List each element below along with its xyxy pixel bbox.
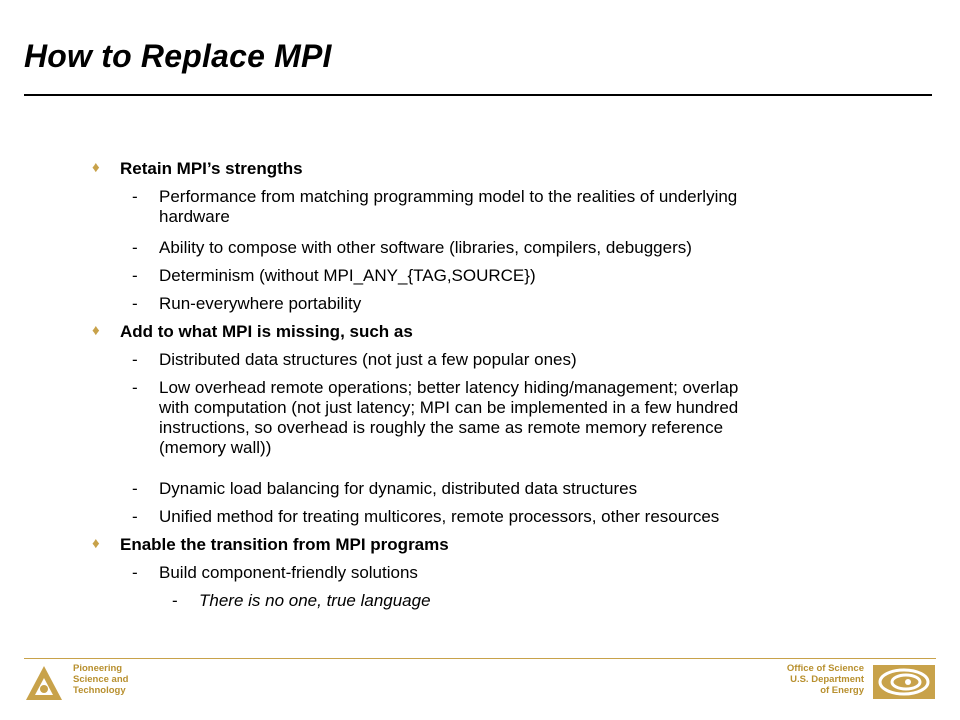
list-item-line: Determinism (without MPI_ANY_{TAG,SOURCE}) <box>159 266 536 285</box>
dash-icon: - <box>132 350 138 369</box>
list-item-line: Performance from matching programming model to the realities of underlying <box>159 187 738 206</box>
list-item-line: Run-everywhere portability <box>159 294 362 313</box>
dash-icon: - <box>132 187 138 206</box>
footer-line: U.S. Department <box>790 674 864 685</box>
list-item <box>132 266 872 286</box>
list-item <box>132 187 872 227</box>
section-heading-text: Enable the transition from MPI programs <box>120 535 449 554</box>
argonne-triangle-logo-icon <box>24 664 64 704</box>
bullet-icon: ♦ <box>92 535 100 552</box>
list-item <box>132 294 872 314</box>
title-divider <box>24 94 932 96</box>
list-item-line: with computation (not just latency; MPI can be implemented in a few hundred <box>159 398 739 417</box>
dash-icon: - <box>132 507 138 526</box>
section-heading-text: Retain MPI’s strengths <box>120 159 303 178</box>
page-title: How to Replace MPI <box>24 38 332 74</box>
footer-line: Office of Science <box>786 663 864 674</box>
footer-right-text <box>787 663 864 696</box>
footer-line: Pioneering <box>73 663 123 674</box>
section-heading <box>92 535 449 555</box>
list-item-line: Dynamic load balancing for dynamic, distributed data structures <box>159 479 638 498</box>
sub-list-item <box>172 591 431 611</box>
list-item-line: (memory wall)) <box>159 438 272 457</box>
dash-icon: - <box>132 238 138 257</box>
doe-swirl-logo-icon <box>872 664 936 700</box>
dash-icon: - <box>172 591 178 610</box>
list-item <box>132 563 872 583</box>
footer-line: Technology <box>73 685 126 696</box>
list-item-line: Build component-friendly solutions <box>159 563 418 582</box>
section-heading <box>92 159 303 179</box>
list-item <box>132 507 872 527</box>
list-item-line: Distributed data structures (not just a few popular ones) <box>159 350 577 369</box>
list-item-line: instructions, so overhead is roughly the same as remote memory reference <box>159 418 724 437</box>
dash-icon: - <box>132 563 138 582</box>
list-item-line: Low overhead remote operations; better latency hiding/management; overlap <box>159 378 739 397</box>
footer-line: Science and <box>73 674 129 685</box>
dash-icon: - <box>132 294 138 313</box>
list-item <box>132 479 872 499</box>
list-item <box>132 350 872 370</box>
section-heading <box>92 322 413 342</box>
dash-icon: - <box>132 479 138 498</box>
sub-list-item-text: There is no one, true language <box>199 591 431 610</box>
list-item-line: Unified method for treating multicores, remote processors, other resources <box>159 507 720 526</box>
list-item <box>132 238 872 258</box>
footer-line: of Energy <box>820 685 864 696</box>
section-heading-text: Add to what MPI is missing, such as <box>120 322 413 341</box>
bullet-icon: ♦ <box>92 159 100 176</box>
list-item-line: hardware <box>159 207 230 226</box>
list-item-line: Ability to compose with other software (libraries, compilers, debuggers) <box>159 238 692 257</box>
dash-icon: - <box>132 266 138 285</box>
list-item <box>132 378 872 458</box>
footer-divider <box>24 658 936 659</box>
footer-left-text <box>73 663 128 696</box>
bullet-icon: ♦ <box>92 322 100 339</box>
dash-icon: - <box>132 378 138 397</box>
